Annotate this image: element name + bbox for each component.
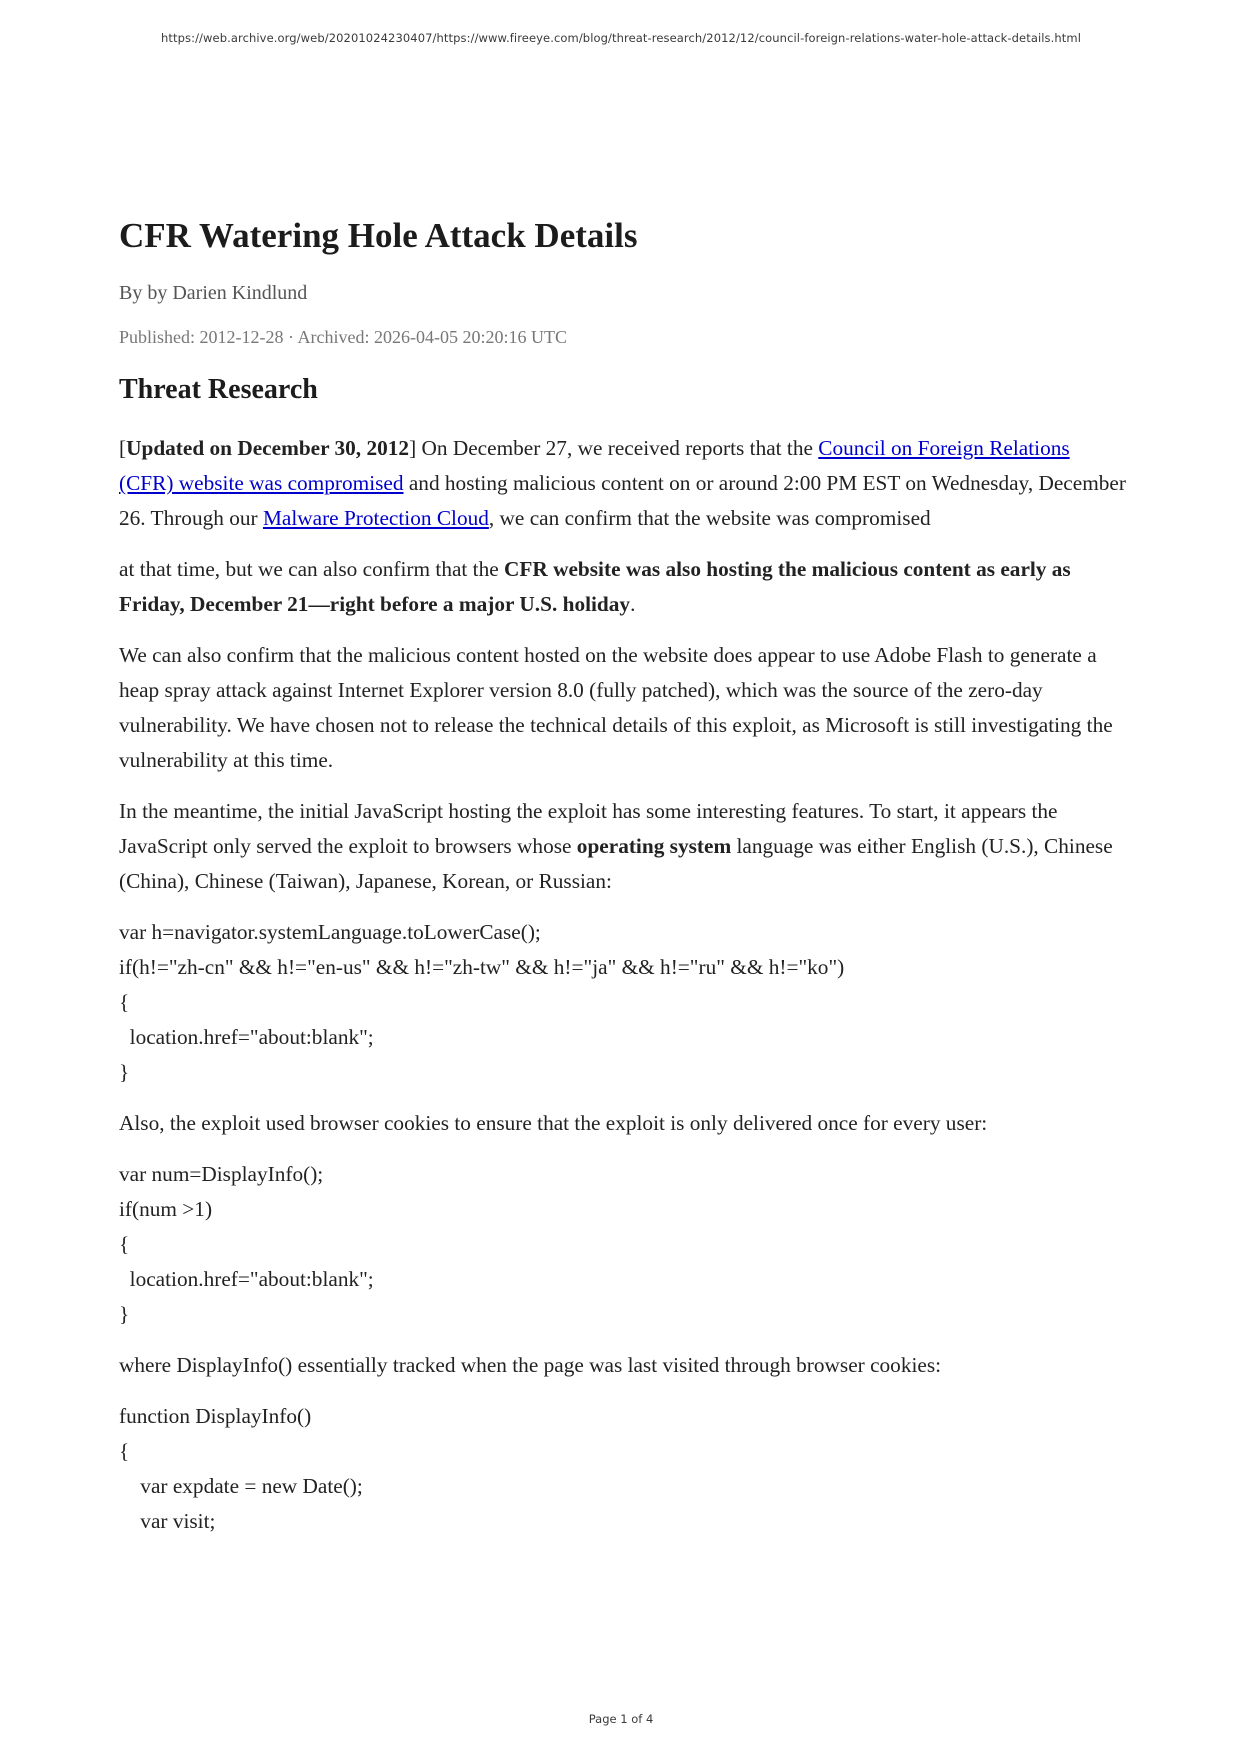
paragraph-3: We can also confirm that the malicious content hosted on the website does appear to use Adobe Flash to generate a heap spray attack against Internet Explorer version 8.0 (fully patched), which was the source of the zero-day vulnerability. We have chosen not to release the technical details of this exploit, as Microsoft is still investigating the vulnerability at this time. <box>119 643 1113 772</box>
archive-url-header: https://web.archive.org/web/20201024230407/https://www.fireeye.com/blog/threat-research/2012/12/council-foreign-relations-water-hole-attack-details.html <box>161 31 1081 45</box>
paragraph-2-bold: CFR website was also hosting the malicious content as early as Friday, December 21—right before a major U.S. holiday <box>119 557 1071 616</box>
code-line: var expdate = new Date(); <box>119 1474 363 1498</box>
code-line: } <box>119 1060 130 1084</box>
paragraph-1-bold: Updated on December 30, 2012 <box>126 436 410 460</box>
code-block-displayinfo <box>119 1399 1129 1539</box>
code-line: { <box>119 990 130 1014</box>
paragraph-6: where DisplayInfo() essentially tracked when the page was last visited through browser cookies: <box>119 1353 942 1377</box>
code-line: location.href="about:blank"; <box>119 1267 374 1291</box>
cfr-compromised-link[interactable]: Council on Foreign Relations (CFR) website was compromised <box>119 436 1070 495</box>
article-meta: Published: 2012-12-28 · Archived: 2026-04-05 20:20:16 UTC <box>119 327 567 347</box>
code-line: } <box>119 1302 130 1326</box>
paragraph-2-start: at that time, but we can also confirm that the <box>119 557 504 581</box>
article-title: CFR Watering Hole Attack Details <box>119 216 638 255</box>
code-line: var visit; <box>119 1509 216 1533</box>
code-block-language-check <box>119 915 1129 1090</box>
code-line: if(num >1) <box>119 1197 213 1221</box>
paragraph-1 <box>119 431 1129 536</box>
code-line: var h=navigator.systemLanguage.toLowerCase(); <box>119 920 541 944</box>
code-line: { <box>119 1232 130 1256</box>
paragraph-1-text: ] On December 27, we received reports that the <box>409 436 819 460</box>
article-byline: By by Darien Kindlund <box>119 282 308 304</box>
paragraph-1-open: [ <box>119 436 127 460</box>
paragraph-4-bold: operating system <box>576 834 732 858</box>
malware-protection-cloud-link[interactable]: Malware Protection Cloud <box>262 506 489 530</box>
code-line: function DisplayInfo() <box>119 1404 312 1428</box>
page-number-footer: Page 1 of 4 <box>588 1712 654 1726</box>
code-line: var num=DisplayInfo(); <box>119 1162 324 1186</box>
paragraph-4-start: In the meantime, the initial JavaScript hosting the exploit has some interesting features. To start, it appears the JavaScript only served the exploit to browsers whose <box>119 799 1058 858</box>
article <box>119 212 1129 1539</box>
code-line: if(h!="zh-cn" && h!="en-us" && h!="zh-tw" && h!="ja" && h!="ru" && h!="ko") <box>119 955 845 979</box>
paragraph-1-end: , we can confirm that the website was compromised <box>488 506 931 530</box>
code-block-cookie-check <box>119 1157 1129 1332</box>
section-heading: Threat Research <box>119 374 318 405</box>
paragraph-2 <box>119 552 1129 622</box>
paragraph-4 <box>119 794 1129 899</box>
code-line: location.href="about:blank"; <box>119 1025 374 1049</box>
code-line: { <box>119 1439 130 1463</box>
paragraph-4-end: language was either English (U.S.), Chinese (China), Chinese (Taiwan), Japanese, Korean, or Russian: <box>119 834 1113 893</box>
paragraph-5: Also, the exploit used browser cookies to ensure that the exploit is only delivered once for every user: <box>119 1111 988 1135</box>
paragraph-1-mid: and hosting malicious content on or around 2:00 PM EST on Wednesday, December 26. Through our <box>119 471 1126 530</box>
paragraph-2-end: . <box>630 592 636 616</box>
